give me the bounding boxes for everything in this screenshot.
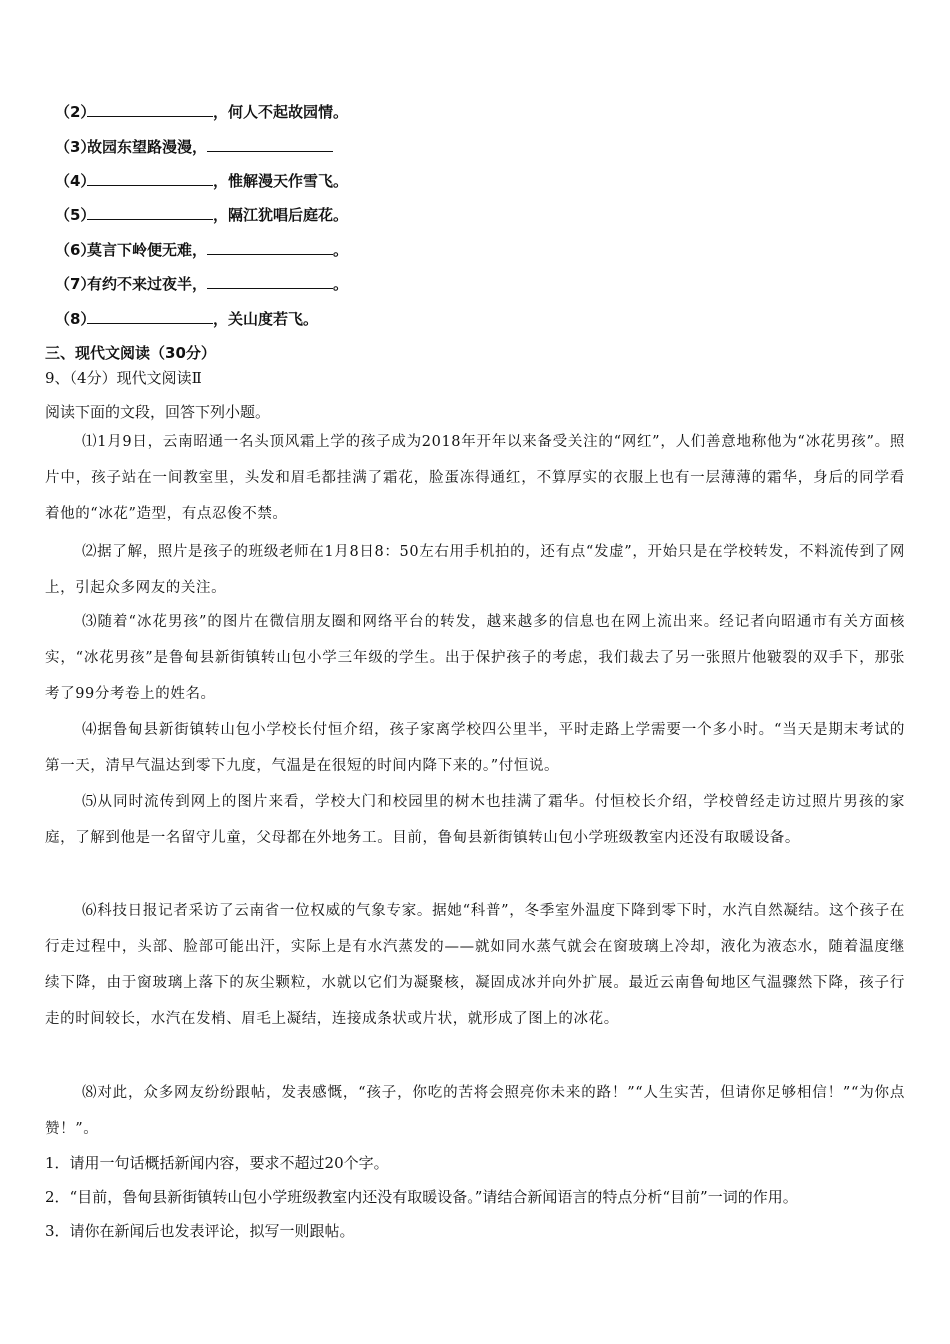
answer-blank bbox=[87, 171, 213, 186]
sub-question-2: 2．“目前，鲁甸县新街镇转山包小学班级教室内还没有取暖设备。”请结合新闻语言的特点分析“目前”一词的作用。 bbox=[45, 1188, 798, 1206]
item-number: （5） bbox=[55, 206, 96, 224]
item-number: （8） bbox=[55, 310, 96, 328]
passage-paragraph-2: ⑵据了解，照片是孩子的班级老师在1月8日8：50左右用手机拍的，还有点“发虚”，开始只是在学校转发，不料流传到了网上，引起众多网友的关注。 bbox=[45, 544, 905, 596]
passage-paragraph-1: ⑴1月9日，云南昭通一名头顶风霜上学的孩子成为2018年开年以来备受关注的“网红”，人们善意地称他为“冰花男孩”。照片中，孩子站在一间教室里，头发和眉毛都挂满了霜花，脸蛋冻得通红，不算厚实的衣服上也有一层薄薄的霜华，身后的同学看着他的“冰花”造型，有点忍俊不禁。 bbox=[45, 434, 905, 522]
item-number: （4） bbox=[55, 172, 96, 190]
passage-paragraph-6: ⑹科技日报记者采访了云南省一位权威的气象专家。据她“科普”，冬季室外温度下降到零下时，水汽自然凝结。这个孩子在行走过程中，头部、脸部可能出汗，实际上是有水汽蒸发的——就如同水蒸气就会在窗玻璃上冷却，液化为液态水，随着温度继续下降，由于窗玻璃上落下的灰尘颗粒，水就以它们为凝聚核，凝固成冰并向外扩展。最近云南鲁甸地区气温骤然下降，孩子行走的时间较长，水汽在发梢、眉毛上凝结，连接成条状或片状，就形成了图上的冰花。 bbox=[45, 903, 905, 1027]
poem-fill-line: （6）莫言下岭便无难， 。 bbox=[55, 241, 349, 259]
answer-blank bbox=[207, 274, 333, 289]
poem-fill-line: （8） ，关山度若飞。 bbox=[55, 310, 319, 328]
reading-instruction: 阅读下面的文段，回答下列小题。 bbox=[45, 403, 271, 421]
passage-paragraph-5: ⑸从同时流传到网上的图片来看，学校大门和校园里的树木也挂满了霜华。付恒校长介绍，学校曾经走访过照片男孩的家庭，了解到他是一名留守儿童，父母都在外地务工。目前，鲁甸县新街镇转山包小学班级教室内还没有取暖设备。 bbox=[45, 794, 905, 846]
answer-blank bbox=[87, 102, 213, 117]
passage-paragraph-4: ⑷据鲁甸县新街镇转山包小学校长付恒介绍，孩子家离学校四公里半，平时走路上学需要一个多小时。“当天是期末考试的第一天，清早气温达到零下九度，气温是在很短的时间内降下来的。”付恒说。 bbox=[45, 722, 905, 774]
poem-fill-line: （5） ，隔江犹唱后庭花。 bbox=[55, 206, 349, 224]
sub-question-3: 3．请你在新闻后也发表评论，拟写一则跟帖。 bbox=[45, 1222, 355, 1240]
poem-fill-line: （2） ，何人不起故园情。 bbox=[55, 103, 349, 121]
answer-blank bbox=[207, 137, 333, 152]
section-title: 三、现代文阅读（30分） bbox=[45, 344, 216, 362]
poem-fill-line: （4） ，惟解漫天作雪飞。 bbox=[55, 172, 349, 190]
item-number: （2） bbox=[55, 103, 96, 121]
question-header: 9、（4分）现代文阅读Ⅱ bbox=[45, 369, 202, 387]
poem-fill-line: （3）故园东望路漫漫， bbox=[55, 137, 333, 157]
answer-blank bbox=[87, 309, 213, 324]
passage-paragraph-8: ⑻对此，众多网友纷纷跟帖，发表感慨，“孩子，你吃的苦将会照亮你未来的路！”“人生实苦，但请你足够相信！”“为你点赞！”。 bbox=[45, 1085, 905, 1137]
item-number: （7） bbox=[55, 275, 96, 293]
poem-fill-line: （7）有约不来过夜半， 。 bbox=[55, 275, 349, 293]
answer-blank bbox=[87, 205, 213, 220]
sub-question-1: 1．请用一句话概括新闻内容，要求不超过20个字。 bbox=[45, 1154, 389, 1172]
answer-blank bbox=[207, 240, 333, 255]
item-number: （3） bbox=[55, 138, 96, 156]
passage-paragraph-3: ⑶随着“冰花男孩”的图片在微信朋友圈和网络平台的转发，越来越多的信息也在网上流出来。经记者向昭通市有关方面核实，“冰花男孩”是鲁甸县新街镇转山包小学三年级的学生。出于保护孩子的考虑，我们裁去了另一张照片他皲裂的双手下，那张考了99分考卷上的姓名。 bbox=[45, 614, 905, 702]
item-number: （6） bbox=[55, 241, 96, 259]
